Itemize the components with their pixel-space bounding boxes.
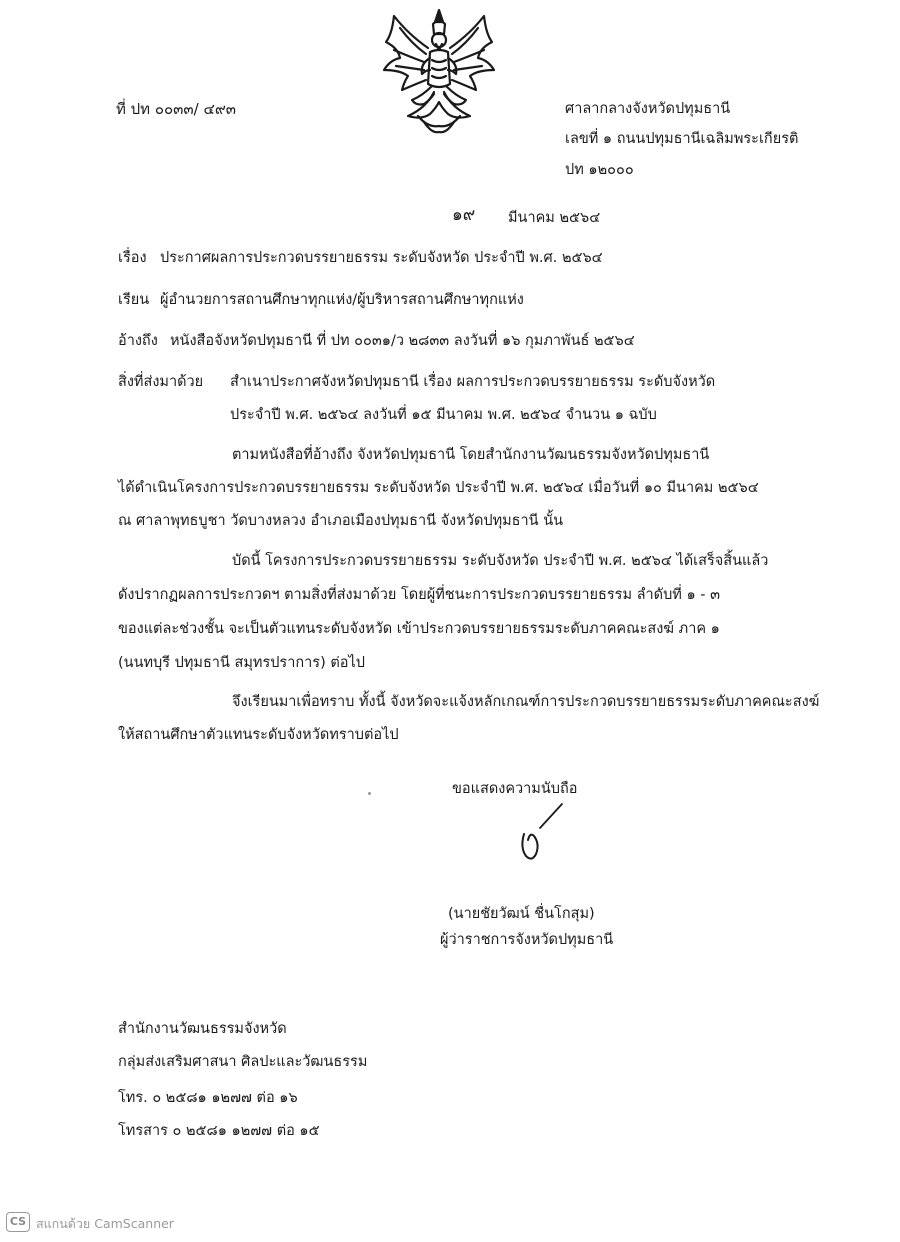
paragraph-2-line-4: (นนทบุรี ปทุมธานี สมุทรปราการ) ต่อไป: [118, 655, 365, 671]
enclosure-line-2: ประจำปี พ.ศ. ๒๕๖๔ ลงวันที่ ๑๕ มีนาคม พ.ศ. ๒๕๖๔ จำนวน ๑ ฉบับ: [230, 407, 657, 423]
paragraph-1-line-1: ตามหนังสือที่อ้างถึง จังหวัดปทุมธานี โดยสำนักงานวัฒนธรรมจังหวัดปทุมธานี: [232, 447, 710, 463]
signer-name: (นายชัยวัฒน์ ชื่นโกสุม): [448, 906, 595, 922]
signer-title: ผู้ว่าราชการจังหวัดปทุมธานี: [440, 932, 614, 948]
paragraph-3-line-2: ให้สถานศึกษาตัวแทนระดับจังหวัดทราบต่อไป: [118, 727, 399, 743]
paragraph-2-line-1: บัดนี้ โครงการประกวดบรรยายธรรม ระดับจังหวัด ประจำปี พ.ศ. ๒๕๖๔ ได้เสร็จสิ้นแล้ว: [232, 553, 769, 569]
garuda-emblem-icon: [378, 4, 500, 138]
paragraph-3-line-1: จึงเรียนมาเพื่อทราบ ทั้งนี้ จังหวัดจะแจ้งหลักเกณฑ์การประกวดบรรยายธรรมระดับภาคคณะสงฆ์: [232, 694, 820, 710]
camscanner-watermark: สแกนด้วย CamScanner: [36, 1216, 174, 1231]
subject-text: ประกาศผลการประกวดบรรยายธรรม ระดับจังหวัด ประจำปี พ.ศ. ๒๕๖๔: [160, 250, 603, 266]
footer-phone: โทร. ๐ ๒๕๘๑ ๑๒๗๗ ต่อ ๑๖: [118, 1090, 298, 1106]
footer-division: กลุ่มส่งเสริมศาสนา ศิลปะและวัฒนธรรม: [118, 1054, 368, 1070]
closing-regards: ขอแสดงความนับถือ: [452, 781, 578, 797]
office-address: เลขที่ ๑ ถนนปทุมธานีเฉลิมพระเกียรติ: [565, 131, 799, 147]
office-name: ศาลากลางจังหวัดปทุมธานี: [565, 101, 731, 117]
enclosure-label: สิ่งที่ส่งมาด้วย: [118, 374, 204, 390]
footer-office: สำนักงานวัฒนธรรมจังหวัด: [118, 1021, 287, 1037]
recipient-label: เรียน: [118, 292, 150, 308]
camscanner-logo-icon: CS: [6, 1212, 30, 1232]
enclosure-line-1: สำเนาประกาศจังหวัดปทุมธานี เรื่อง ผลการประกวดบรรยายธรรม ระดับจังหวัด: [230, 374, 716, 390]
paragraph-2-line-2: ดังปรากฏผลการประกวดฯ ตามสิ่งที่ส่งมาด้วย โดยผู้ที่ชนะการประกวดบรรยายธรรม ลำดับที่ ๑ - ๓: [118, 587, 721, 603]
handwritten-signature: [510, 800, 570, 870]
document-number: ที่ ปท ๐๐๓๓/ ๔๙๓: [116, 100, 237, 118]
paragraph-2-line-3: ของแต่ละช่วงชั้น จะเป็นตัวแทนระดับจังหวัด เข้าประกวดบรรยายธรรมระดับภาคคณะสงฆ์ ภาค ๑: [118, 621, 720, 637]
date-month-year: มีนาคม ๒๕๖๔: [508, 210, 601, 226]
office-postal-code: ปท ๑๒๐๐๐: [565, 162, 634, 178]
paragraph-1-line-2: ได้ดำเนินโครงการประกวดบรรยายธรรม ระดับจังหวัด ประจำปี พ.ศ. ๒๕๖๔ เมื่อวันที่ ๑๐ มีนาคม ๒๕๖๔: [118, 480, 759, 496]
paragraph-1-line-3: ณ ศาลาพุทธบูชา วัดบางหลวง อำเภอเมืองปทุมธานี จังหวัดปทุมธานี นั้น: [118, 513, 564, 529]
subject-label: เรื่อง: [118, 250, 147, 266]
reference-text: หนังสือจังหวัดปทุมธานี ที่ ปท ๐๐๓๑/ว ๒๘๓๓ ลงวันที่ ๑๖ กุมภาพันธ์ ๒๕๖๔: [170, 333, 635, 349]
recipient-text: ผู้อำนวยการสถานศึกษาทุกแห่ง/ผู้บริหารสถานศึกษาทุกแห่ง: [160, 292, 524, 308]
footer-fax: โทรสาร ๐ ๒๕๘๑ ๑๒๗๗ ต่อ ๑๕: [118, 1123, 320, 1139]
date-day: ๑๙: [452, 205, 476, 225]
scan-speck: [368, 792, 371, 795]
reference-label: อ้างถึง: [118, 333, 158, 349]
